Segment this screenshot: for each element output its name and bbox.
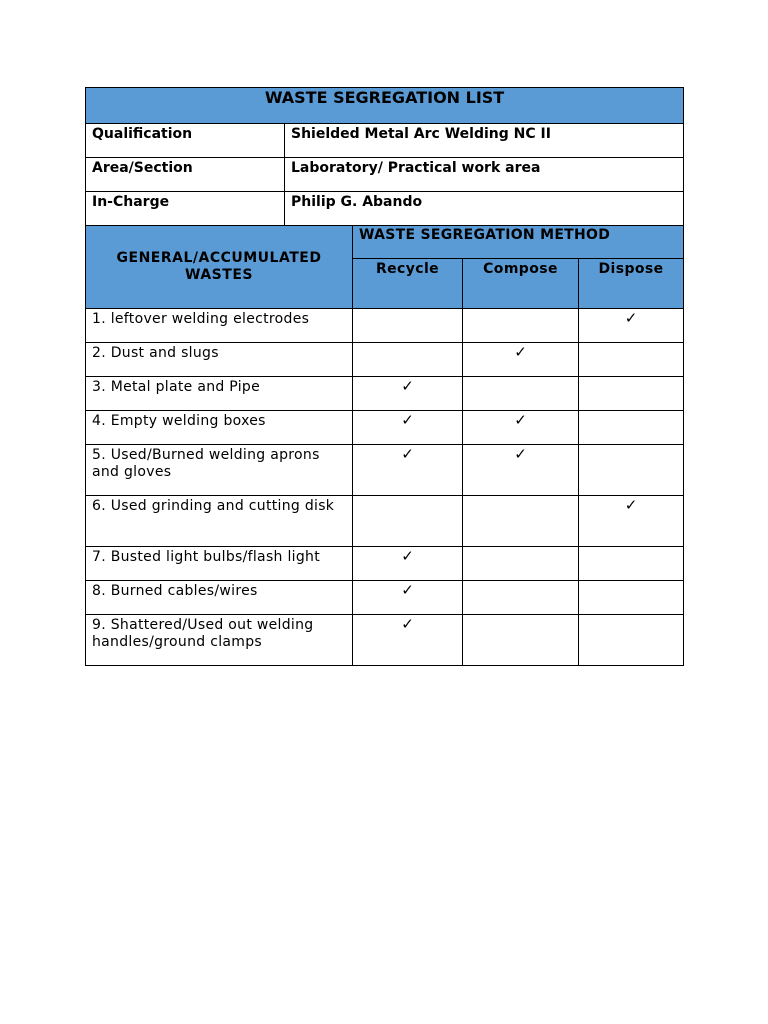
info-value-in-charge: Philip G. Abando [285, 192, 684, 226]
column-header-dispose: Dispose [579, 259, 684, 309]
check-cell-dispose [579, 445, 684, 496]
table-row [86, 581, 684, 615]
check-cell-compose: ✓ [463, 343, 579, 377]
table-row [86, 615, 684, 666]
check-cell-compose [463, 496, 579, 547]
check-cell-recycle: ✓ [353, 411, 463, 445]
check-cell-recycle: ✓ [353, 615, 463, 666]
check-cell-recycle: ✓ [353, 581, 463, 615]
check-cell-compose [463, 377, 579, 411]
table-row [86, 496, 684, 547]
waste-item-label: 1. leftover welding electrodes [86, 309, 353, 343]
column-header-recycle: Recycle [353, 259, 463, 309]
waste-item-label: 8. Burned cables/wires [86, 581, 353, 615]
info-value-area: Laboratory/ Practical work area [285, 158, 684, 192]
table-row [86, 343, 684, 377]
info-label-area: Area/Section [86, 158, 285, 192]
check-cell-dispose: ✓ [579, 496, 684, 547]
table-row [86, 377, 684, 411]
check-cell-dispose: ✓ [579, 309, 684, 343]
check-cell-recycle [353, 496, 463, 547]
check-cell-compose [463, 547, 579, 581]
check-cell-dispose [579, 411, 684, 445]
check-cell-dispose [579, 615, 684, 666]
waste-item-label: 7. Busted light bulbs/flash light [86, 547, 353, 581]
segregation-method-header: WASTE SEGREGATION METHOD [353, 226, 684, 259]
waste-segregation-table [85, 87, 684, 666]
table-row [86, 445, 684, 496]
waste-item-label: 9. Shattered/Used out welding handles/ground clamps [86, 615, 353, 666]
info-label-qualification: Qualification [86, 124, 285, 158]
column-header-compose: Compose [463, 259, 579, 309]
waste-segregation-document [85, 87, 683, 666]
waste-item-label: 4. Empty welding boxes [86, 411, 353, 445]
waste-item-label: 2. Dust and slugs [86, 343, 353, 377]
check-cell-recycle [353, 309, 463, 343]
table-row [86, 547, 684, 581]
check-cell-recycle: ✓ [353, 377, 463, 411]
check-cell-compose: ✓ [463, 411, 579, 445]
check-cell-compose [463, 581, 579, 615]
check-cell-recycle: ✓ [353, 547, 463, 581]
table-row [86, 309, 684, 343]
info-label-in-charge: In-Charge [86, 192, 285, 226]
check-cell-recycle [353, 343, 463, 377]
document-title: WASTE SEGREGATION LIST [86, 88, 684, 124]
check-cell-dispose [579, 547, 684, 581]
check-cell-dispose [579, 377, 684, 411]
check-cell-compose [463, 309, 579, 343]
check-cell-dispose [579, 581, 684, 615]
check-cell-compose [463, 615, 579, 666]
waste-item-label: 6. Used grinding and cutting disk [86, 496, 353, 547]
waste-item-label: 3. Metal plate and Pipe [86, 377, 353, 411]
info-value-qualification: Shielded Metal Arc Welding NC II [285, 124, 684, 158]
check-cell-dispose [579, 343, 684, 377]
general-wastes-header: GENERAL/ACCUMULATED WASTES [86, 226, 353, 309]
table-row [86, 411, 684, 445]
waste-item-label: 5. Used/Burned welding aprons and gloves [86, 445, 353, 496]
check-cell-recycle: ✓ [353, 445, 463, 496]
check-cell-compose: ✓ [463, 445, 579, 496]
